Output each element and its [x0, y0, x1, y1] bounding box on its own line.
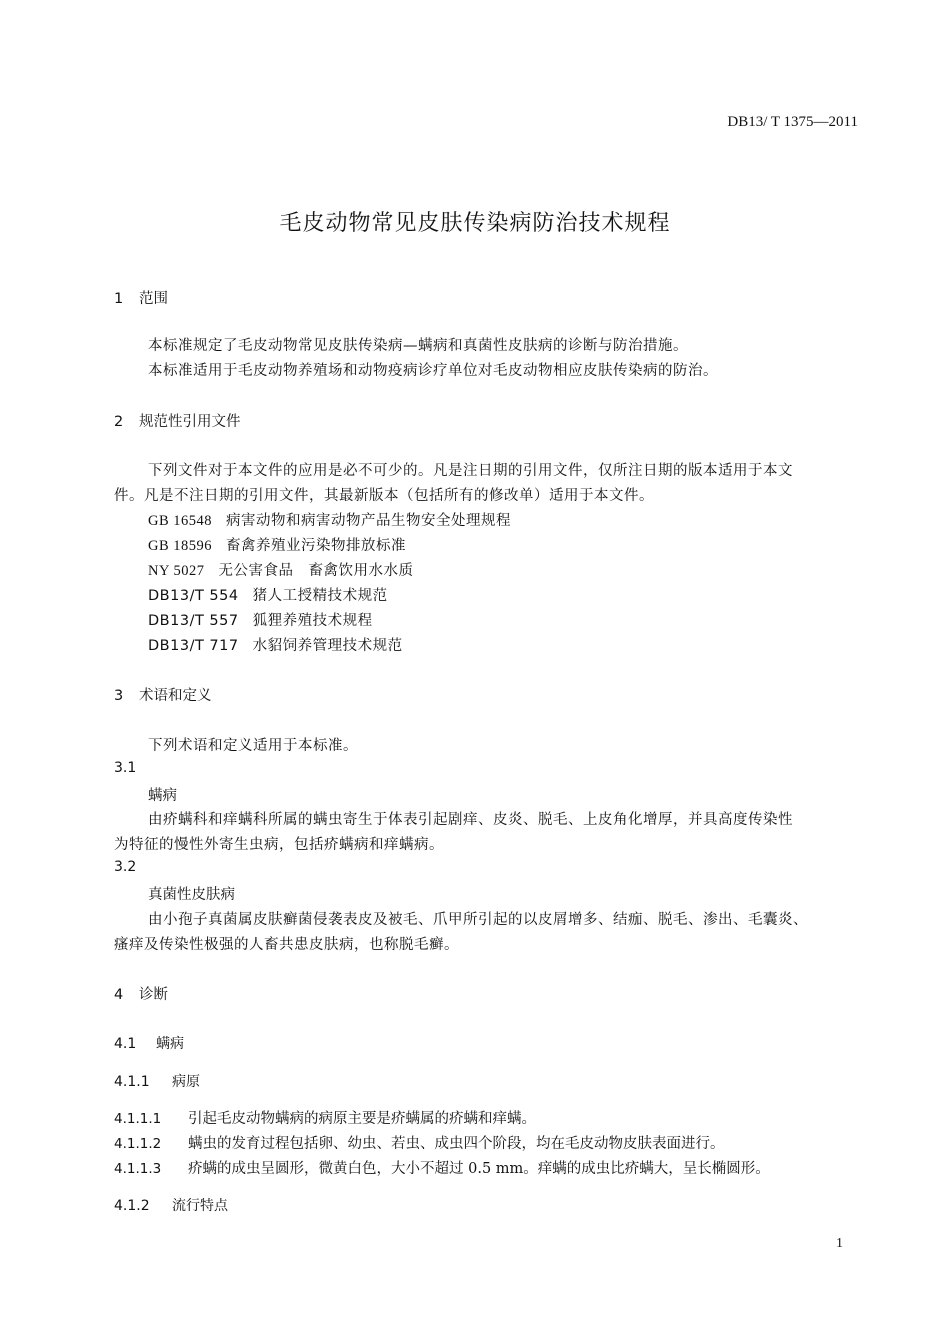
section-number: 1 — [114, 291, 124, 307]
term-name: 真菌性皮肤病 — [148, 887, 235, 903]
reference-code: GB 18596 — [148, 538, 213, 554]
paragraph: 本标准适用于毛皮动物养殖场和动物疫病诊疗单位对毛皮动物相应皮肤传染病的防治。 — [148, 363, 718, 379]
page-number: 1 — [836, 1236, 843, 1251]
reference-code: DB13/T 554 — [148, 588, 239, 604]
reference-item — [148, 609, 373, 630]
section-4-heading — [114, 983, 168, 1004]
reference-code: DB13/T 717 — [148, 638, 239, 654]
reference-item — [148, 584, 388, 605]
section-3-heading — [114, 684, 212, 705]
term-number: 3.2 — [114, 859, 137, 875]
subsection-number: 4.1.1 — [114, 1074, 150, 1090]
subsection-heading — [114, 1071, 200, 1091]
subsection-number: 4.1.2 — [114, 1198, 150, 1214]
section-title: 术语和定义 — [139, 688, 212, 704]
term-number: 3.1 — [114, 760, 137, 776]
section-title: 诊断 — [139, 987, 168, 1003]
subsection-title: 流行特点 — [172, 1198, 228, 1214]
reference-name: 病害动物和病害动物产品生物安全处理规程 — [226, 513, 512, 529]
clause-number: 4.1.1.2 — [114, 1136, 162, 1152]
section-number: 3 — [114, 688, 124, 704]
clause-item — [114, 1132, 725, 1153]
document-title: 毛皮动物常见皮肤传染病防治技术规程 — [279, 211, 671, 236]
clause-number: 4.1.1.1 — [114, 1111, 162, 1127]
reference-name: 畜禽养殖业污染物排放标准 — [226, 538, 407, 554]
paragraph-line: 件。凡是不注日期的引用文件，其最新版本（包括所有的修改单）适用于本文件。 — [114, 488, 654, 504]
term-definition-line: 为特征的慢性外寄生虫病，包括疥螨病和痒螨病。 — [114, 837, 444, 853]
reference-code: NY 5027 — [148, 563, 205, 579]
standard-code: DB13/ T 1375—2011 — [727, 114, 858, 130]
section-number: 4 — [114, 987, 124, 1003]
reference-item — [148, 559, 414, 580]
paragraph: 下列术语和定义适用于本标准。 — [148, 738, 358, 754]
term-definition-line: 由小孢子真菌属皮肤癣菌侵袭表皮及被毛、爪甲所引起的以皮屑增多、结痂、脱毛、渗出、毛囊炎、 — [148, 912, 808, 928]
clause-number: 4.1.1.3 — [114, 1161, 162, 1177]
subsection-title: 病原 — [172, 1074, 200, 1090]
term-definition-line: 由疥螨科和痒螨科所属的螨虫寄生于体表引起剧痒、皮炎、脱毛、上皮角化增厚，并具高度传染性 — [148, 812, 793, 828]
reference-item — [148, 534, 406, 555]
reference-name: 无公害食品 畜禽饮用水水质 — [218, 563, 414, 579]
paragraph-line: 下列文件对于本文件的应用是必不可少的。凡是注日期的引用文件，仅所注日期的版本适用于本文 — [148, 463, 793, 479]
reference-code: GB 16548 — [148, 513, 213, 529]
subsection-heading — [114, 1033, 184, 1053]
section-title: 范围 — [139, 291, 168, 307]
subsection-number: 4.1 — [114, 1036, 137, 1052]
section-2-heading — [114, 410, 241, 431]
term-name: 螨病 — [148, 788, 177, 804]
reference-item — [148, 509, 511, 530]
reference-name: 猪人工授精技术规范 — [252, 588, 388, 604]
subsection-heading — [114, 1195, 228, 1215]
paragraph: 本标准规定了毛皮动物常见皮肤传染病—螨病和真菌性皮肤病的诊断与防治措施。 — [148, 338, 688, 354]
clause-text: 疥螨的成虫呈圆形，微黄白色，大小不超过 0.5 mm。痒螨的成虫比疥螨大，呈长椭圆形。 — [188, 1161, 770, 1177]
reference-code: DB13/T 557 — [148, 613, 239, 629]
clause-item — [114, 1157, 770, 1178]
term-definition-line: 瘙痒及传染性极强的人畜共患皮肤病，也称脱毛癣。 — [114, 937, 459, 953]
reference-item — [148, 634, 403, 655]
section-number: 2 — [114, 414, 124, 430]
reference-name: 水貂饲养管理技术规范 — [252, 638, 403, 654]
clause-text: 引起毛皮动物螨病的病原主要是疥螨属的疥螨和痒螨。 — [188, 1111, 536, 1127]
clause-text: 螨虫的发育过程包括卵、幼虫、若虫、成虫四个阶段，均在毛皮动物皮肤表面进行。 — [188, 1136, 725, 1152]
section-title: 规范性引用文件 — [139, 414, 241, 430]
clause-item — [114, 1107, 536, 1128]
reference-name: 狐狸养殖技术规程 — [252, 613, 373, 629]
section-1-heading — [114, 287, 168, 308]
subsection-title: 螨病 — [156, 1036, 184, 1052]
